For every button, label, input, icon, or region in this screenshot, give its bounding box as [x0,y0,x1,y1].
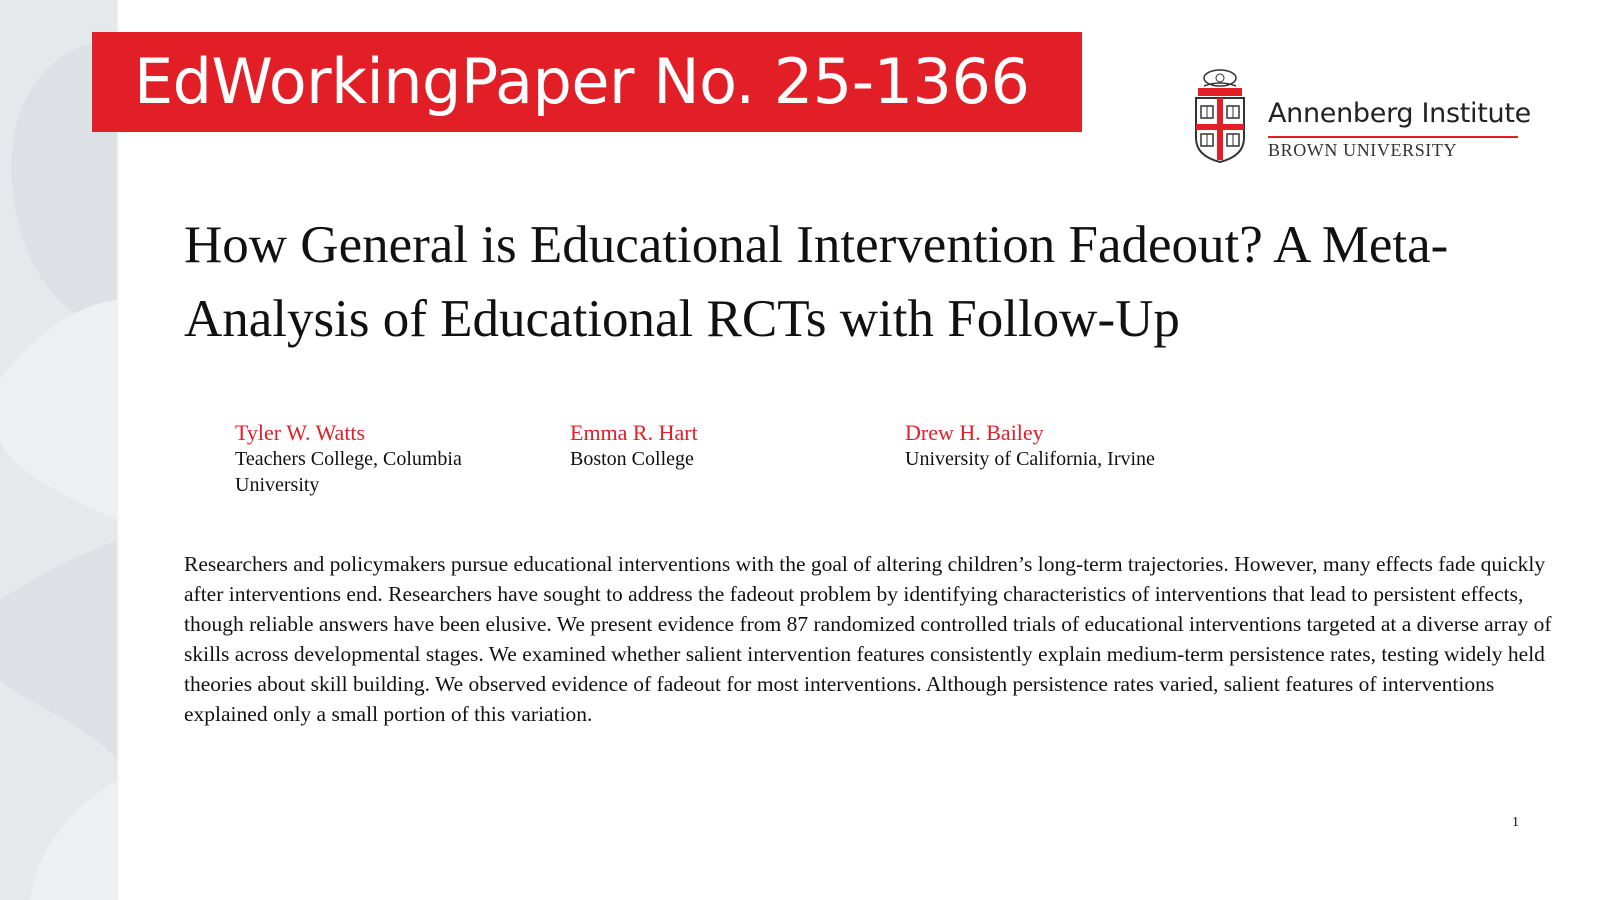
author-affiliation: University of California, Irvine [905,448,1155,470]
brown-university-shield-icon [1190,68,1250,164]
author-block [905,420,1245,472]
institute-name: Annenberg Institute [1268,98,1531,129]
working-paper-number: EdWorkingPaper No. 25-1366 [134,45,1030,118]
sidebar-edge [117,0,119,900]
author-affiliation: Teachers College, Columbia University [235,448,462,496]
author-block [235,420,495,498]
author-affiliation: Boston College [570,448,694,470]
author-name: Drew H. Bailey [905,420,1044,445]
author-name: Emma R. Hart [570,420,698,445]
page-number: 1 [1512,815,1519,830]
sidebar-decoration [0,0,118,900]
university-name: BROWN UNIVERSITY [1268,140,1458,160]
working-paper-banner [92,32,1082,132]
author-name: Tyler W. Watts [235,420,366,445]
logo-divider [1268,136,1518,138]
abstract: Researchers and policymakers pursue educational interventions with the goal of altering children’s long-term trajectories. However, many effects fade quickly after interventions end. Researchers have sought to address the fadeout problem by identifying characteristics of interventions that lead to persistent effects, though reliable answers have been elusive. We present evidence from 87 randomized controlled trials of educational interventions targeted at a diverse array of skills across developmental stages. We examined whether salient intervention features consistently explain medium-term persistence rates, testing widely held theories about skill building. We observed evidence of fadeout for most interventions. Although persistence rates varied, salient features of interventions explained only a small portion of this variation. [184,552,1552,726]
paper-title: How General is Educational Intervention Fadeout? A Meta-Analysis of Educational RCTs with Follow-Up [184,216,1449,348]
annenberg-logo [1190,68,1530,168]
author-block [570,420,830,472]
sidebar-swirl-graphic [0,0,118,900]
